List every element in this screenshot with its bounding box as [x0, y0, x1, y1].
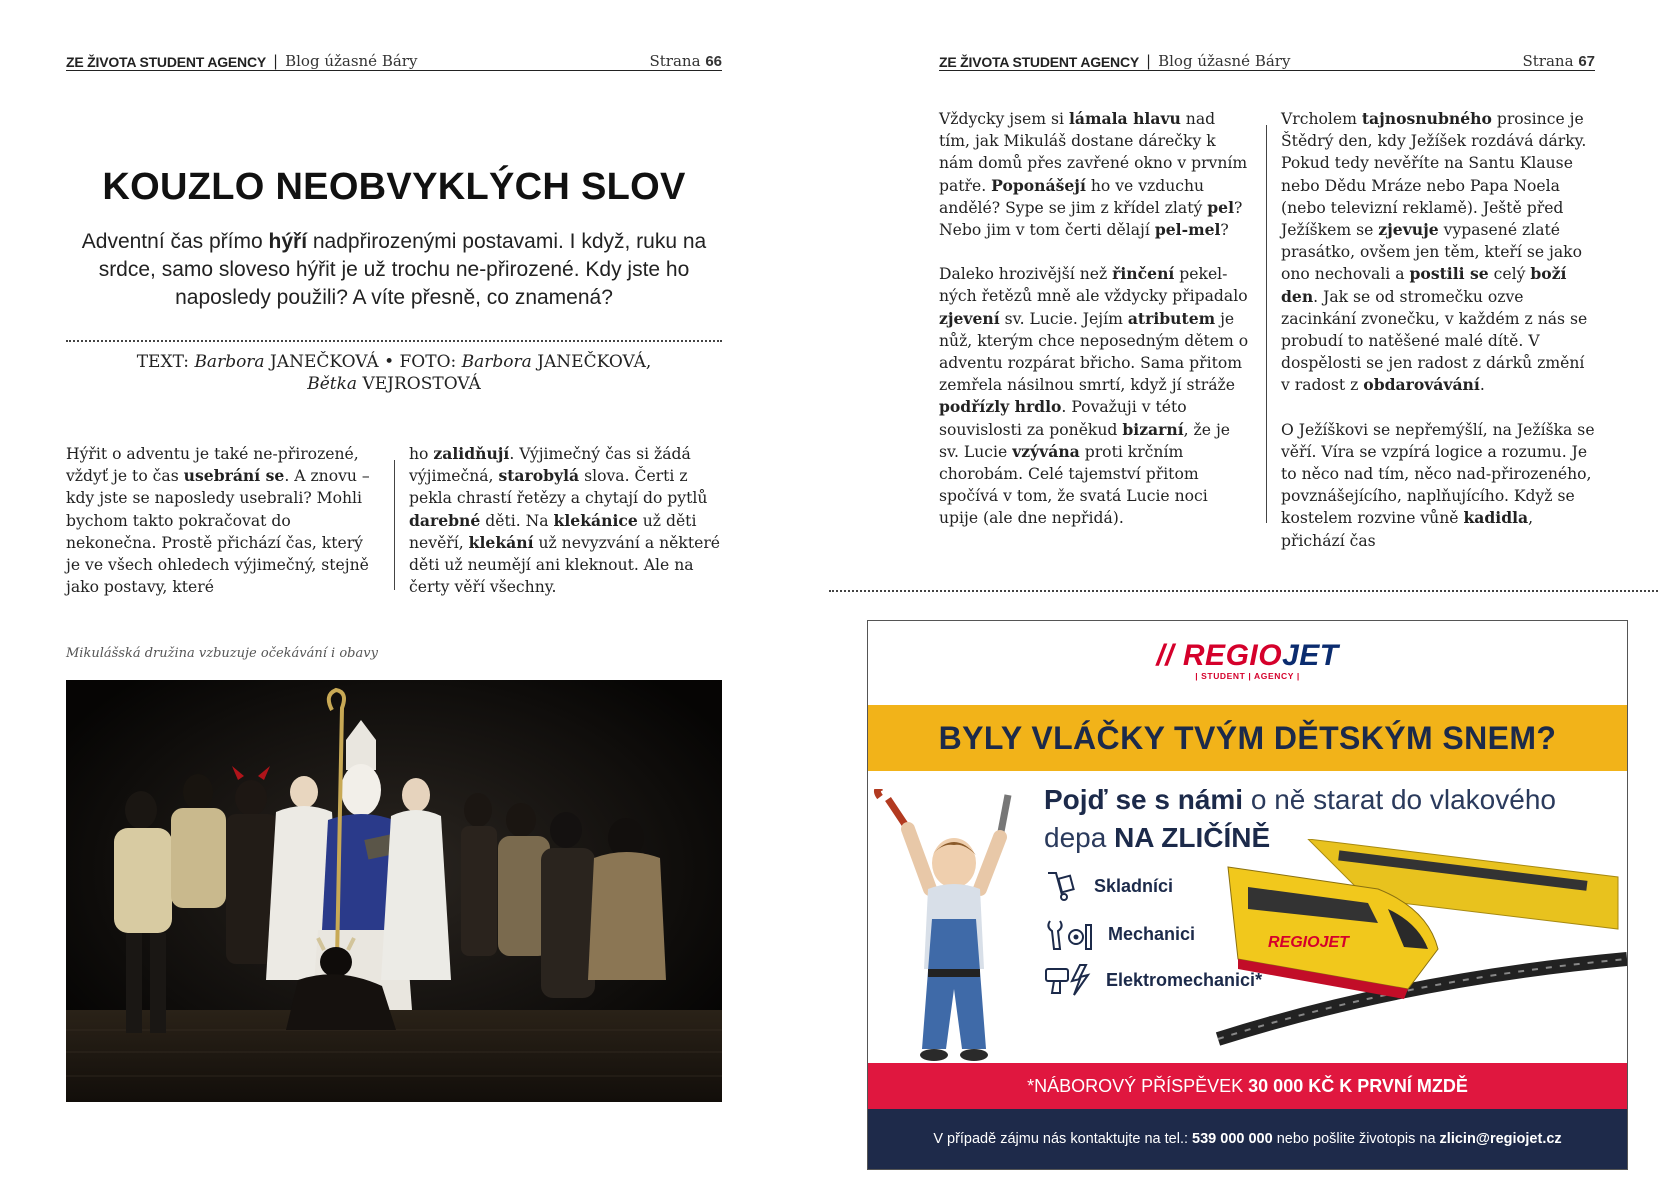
page-header — [939, 48, 1595, 71]
job-label: Skladníci — [1094, 875, 1174, 896]
contact-phone[interactable]: 539 000 000 — [1192, 1131, 1273, 1147]
header-separator: | — [273, 52, 279, 70]
header-page-number: Strana 66 — [649, 52, 722, 70]
job-label: Elektromechanici* — [1106, 969, 1263, 990]
header-brand: ZE ŽIVOTA STUDENT AGENCY — [66, 54, 267, 70]
article-title: KOUZLO NEOBVYKLÝCH SLOV — [102, 166, 686, 208]
column-rule — [394, 460, 395, 590]
ad-bonus-bar: *NÁBOROVÝ PŘÍSPĚVEK 30 000 KČ K PRVNÍ MZDĚ — [868, 1063, 1627, 1109]
article-credits: TEXT: Barbora JANEČKOVÁ • FOTO: Barbora JANEČKOVÁ, Bětka VEJROSTOVÁ — [136, 352, 652, 394]
regiojet-logo — [868, 639, 1627, 681]
header-separator: | — [1146, 52, 1152, 70]
wrench-gear-icon — [1044, 917, 1094, 951]
train-logo-text: REGIOJET — [1268, 934, 1349, 951]
article-column-3: Vždycky jsem si lámala hlavu nad tím, jak Mikuláš dostane dárečky k nám domů přes zavřené okno v prvním patře. Poponášejí ho ve vzduchu andělé? Sype se jim z křídel zlatý pel? Nebo jim v tom čerti dělají pel-mel? Daleko hrozivější než řinčení pekelných řetězů mně ale vždycky připadalo zjevení sv. Lucie. Jejím atributem je nůž, kterým chce neposedným dětem o adventu rozpárat břicho. Sama přitom zemřela násilnou smrtí, když jí stráže podřízly hrdlo. Považuji v této souvislosti za poněkud bizarní, že je sv. Lucie vzývána proti krčním chorobám. Celé tajemství přitom spočívá v tom, že svatá Lucie noci upije (ale dne nepřidá). — [939, 109, 1249, 528]
child-with-tools-illustration — [868, 789, 1038, 1069]
job-item-skladnici — [1044, 871, 1173, 901]
dotted-divider — [829, 590, 1658, 592]
header-page-number: Strana 67 — [1522, 52, 1595, 70]
hand-truck-icon — [1044, 871, 1080, 901]
right-page — [829, 0, 1658, 1200]
logo-text: // REGIOJET — [1156, 639, 1339, 672]
regiojet-advert[interactable] — [867, 620, 1628, 1170]
toy-train-illustration — [1208, 839, 1627, 1065]
article-column-1: Hýřit o adventu je také ne-přirozené, vždyť je to čas usebrání se. A znovu – kdy jste se naposledy usebrali? Mohli bychom takto pokračovat do nekonečna. Prostě přichází čas, který je ve všech ohledech výjimečný, stejně jako postavy, které — [66, 445, 370, 597]
electric-drill-icon — [1044, 963, 1092, 997]
ad-contact-bar: V případě zájmu nás kontaktujte na tel.: 539 000 000 nebo pošlite životopis na zlicin@regiojet.cz — [868, 1109, 1627, 1169]
dotted-divider — [66, 340, 722, 342]
article-column-4: Vrcholem tajnosnubného prosince je Štědrý den, kdy Ježíšek rozdává dárky. Pokud tedy nevěříte na Santu Klause nebo Dědu Mráze nebo Papa Noela (nebo televizní reklamě). Ještě před Ježíškem se zjevuje vypasené zlaté prasátko, ovšem jen těm, kteří se jako ono nechovali a postili se celý boží den. Jak se od stromečku ozve zacinkání zvonečku, v každém z nás se probudí to natěšené malé dítě. V dospělosti se jen radost z dárků změní v radost z obdarovávání. O Ježíškovi se nepřemýšlí, na Ježíška se věří. Víra se vzpírá logice a rozumu. Je to něco nad tím, něco nad-přirozeného, povznášejícího, naplňujícího. Když se kostelem rozvine vůně kadidla, přichází čas — [1281, 109, 1595, 550]
article-lead: Adventní čas přímo hýří nadpřirozenými postavami. I když, ruku na srdce, samo sloveso hýřit je už trochu ne-přirozené. Kdy jste ho naposledy použili? A víte přesně, co znamená? — [81, 230, 707, 309]
header-brand: ZE ŽIVOTA STUDENT AGENCY — [939, 54, 1140, 70]
photo-mikulas-group — [66, 680, 722, 1102]
article-column-2: ho zalidňují. Výjimečný čas si žádá výjimečná, starobylá slova. Čerti z pekla chrastí řetězy a chytají do pytlů darebné děti. Na klekánice už děti nevěří, klekání už nevyzvání a některé děti už neumějí ani kleknout. Ale na čerty věří všechny. — [409, 444, 721, 597]
photo-illustration — [66, 680, 722, 1102]
job-label: Mechanici — [1108, 923, 1196, 944]
job-item-mechanici — [1044, 917, 1195, 951]
page-header — [66, 48, 722, 71]
header-blog: Blog úžasné Báry — [285, 52, 418, 70]
ad-pitch: Pojď se s námi o ně starat do vlakového depa NA ZLIČÍNĚ — [1044, 784, 1556, 853]
header-blog: Blog úžasné Báry — [1158, 52, 1291, 70]
column-rule — [1266, 125, 1267, 523]
photo-caption: Mikulášská družina vzbuzuje očekávání i obavy — [66, 646, 378, 661]
contact-email-link[interactable]: zlicin@regiojet.cz — [1439, 1131, 1562, 1147]
logo-subtitle: | STUDENT | AGENCY | — [1195, 671, 1300, 681]
ad-headline: BYLY VLÁČKY TVÝM DĚTSKÝM SNEM? — [868, 705, 1627, 771]
